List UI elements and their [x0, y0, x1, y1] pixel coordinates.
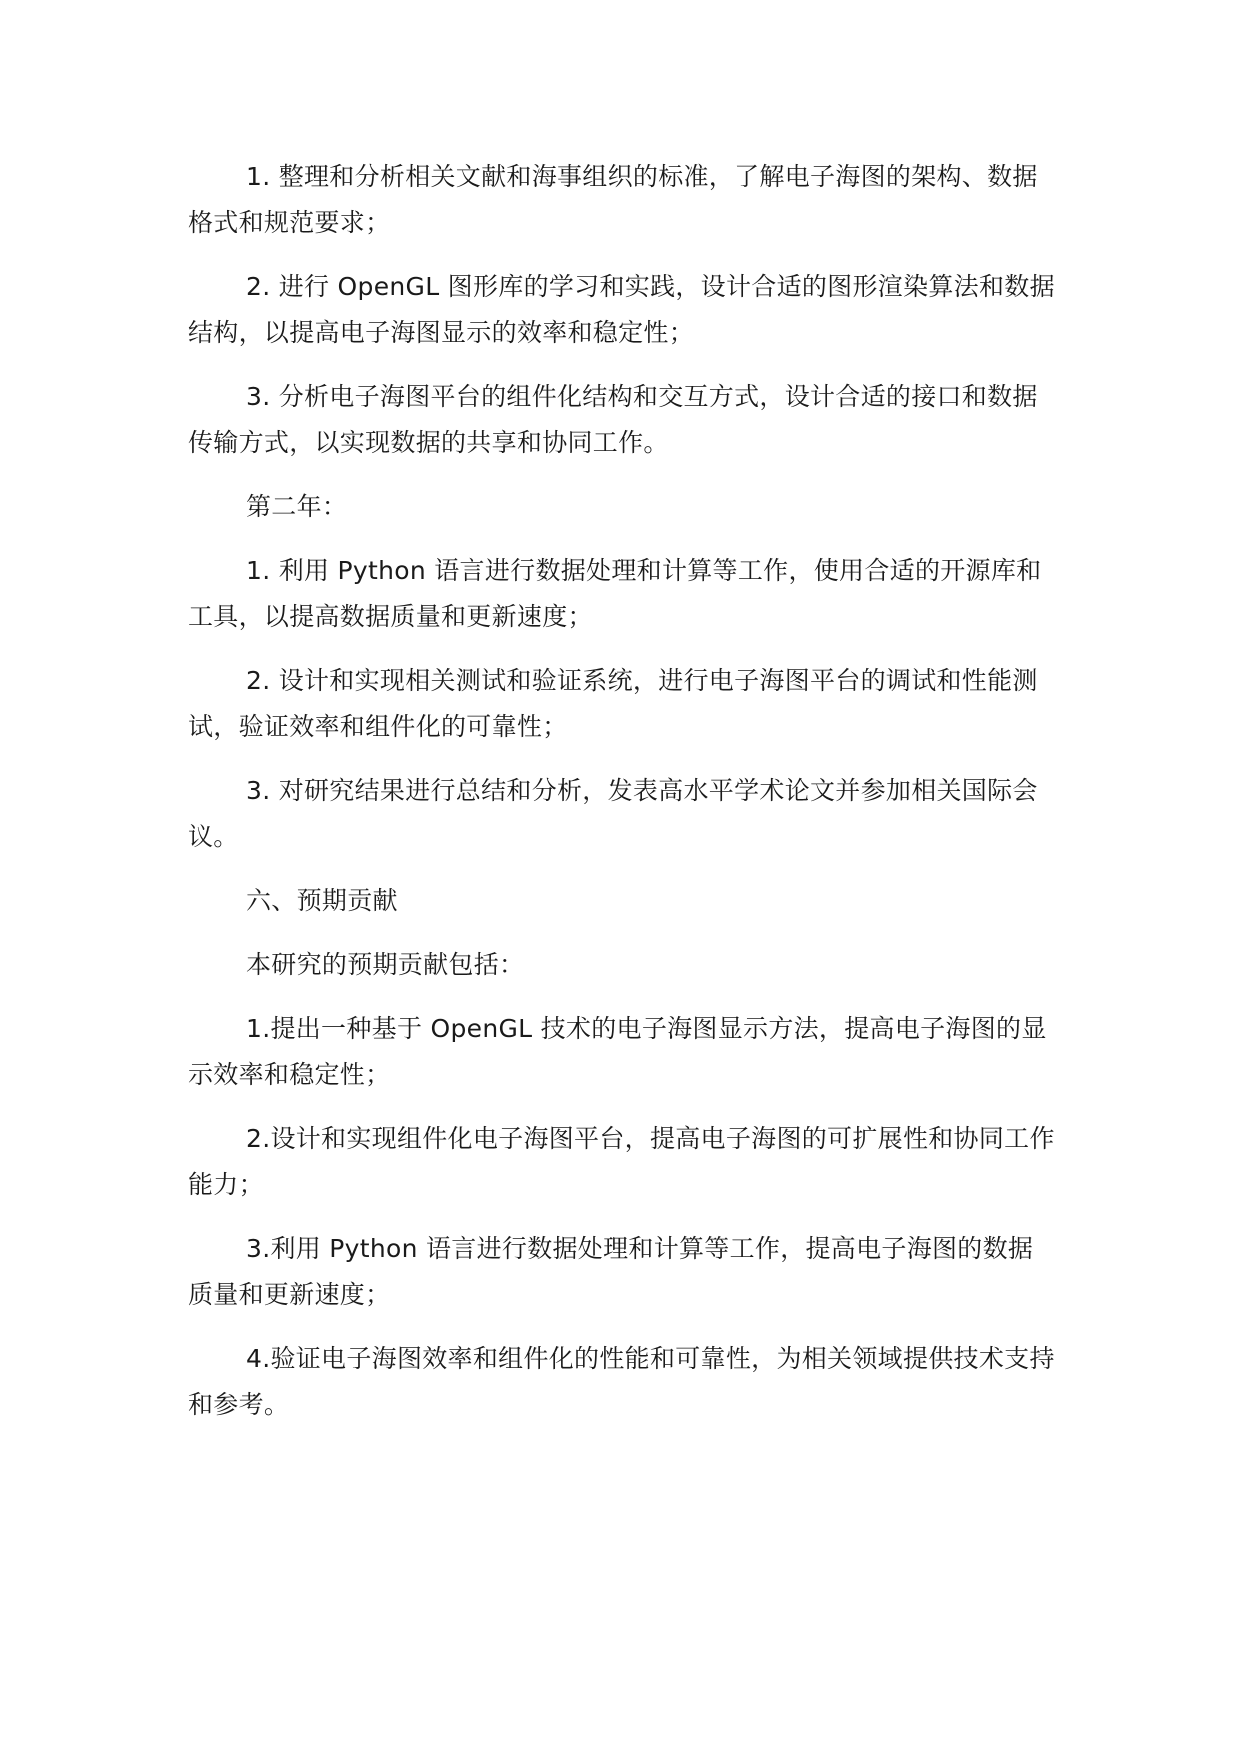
year1-task-3: 3. 分析电子海图平台的组件化结构和交互方式，设计合适的接口和数据传输方式，以实现数据的共享和协同工作。: [188, 382, 1038, 457]
contributions-intro: 本研究的预期贡献包括：: [246, 950, 525, 979]
contribution-1: 1.提出一种基于 OpenGL 技术的电子海图显示方法，提高电子海图的显示效率和稳定性；: [188, 1014, 1047, 1089]
year1-task-2: 2. 进行 OpenGL 图形库的学习和实践，设计合适的图形渲染算法和数据结构，以提高电子海图显示的效率和稳定性；: [188, 272, 1055, 347]
year2-task-3: 3. 对研究结果进行总结和分析，发表高水平学术论文并参加相关国际会议。: [188, 776, 1038, 851]
year1-task-1: 1. 整理和分析相关文献和海事组织的标准，了解电子海图的架构、数据格式和规范要求；: [188, 162, 1038, 237]
contribution-2: 2.设计和实现组件化电子海图平台，提高电子海图的可扩展性和协同工作能力；: [188, 1124, 1055, 1199]
year2-task-2: 2. 设计和实现相关测试和验证系统，进行电子海图平台的调试和性能测试，验证效率和组件化的可靠性；: [188, 666, 1038, 741]
document-body: [188, 154, 1058, 1446]
contribution-3: 3.利用 Python 语言进行数据处理和计算等工作，提高电子海图的数据质量和更新速度；: [188, 1234, 1034, 1309]
contribution-4: 4.验证电子海图效率和组件化的性能和可靠性，为相关领域提供技术支持和参考。: [188, 1344, 1055, 1419]
year2-heading: 第二年：: [246, 492, 348, 521]
section-heading-expected-contributions: 六、预期贡献: [246, 886, 398, 915]
year2-task-1: 1. 利用 Python 语言进行数据处理和计算等工作，使用合适的开源库和工具，以提高数据质量和更新速度；: [188, 556, 1042, 631]
